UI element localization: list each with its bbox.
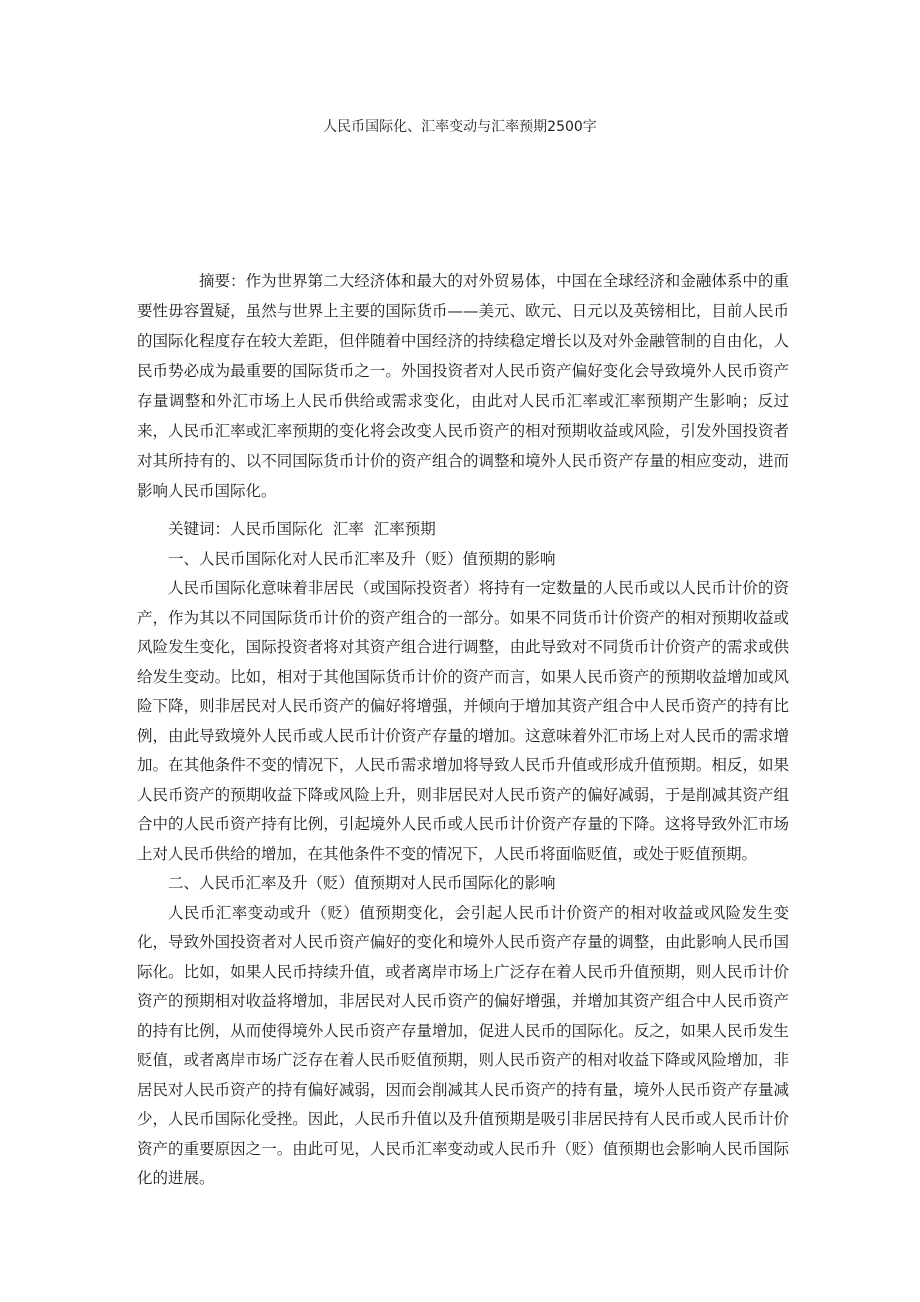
section-1-paragraph: 人民币国际化意味着非居民（或国际投资者）将持有一定数量的人民币或以人民币计价的资产，作为其以不同国际货币计价的资产组合的一部分。如果不同货币计价资产的相对预期收益或风险发生变化，国际投资者将对其资产组合进行调整，由此导致对不同货币计价资产的需求或供给发生变动。比如，相对于其他国际货币计价的资产而言，如果人民币资产的预期收益增加或风险下降，则非居民对人民币资产的偏好将增强，并倾向于增加其资产组合中人民币资产的持有比例，由此导致境外人民币或人民币计价资产存量的增加。这意味着外汇市场上对人民币的需求增加。在其他条件不变的情况下，人民币需求增加将导致人民币升值或形成升值预期。相反，如果人民币资产的预期收益下降或风险上升，则非居民对人民币资产的偏好减弱，于是削减其资产组合中的人民币资产持有比例，引起境外人民币或人民币计价资产存量的下降。这将导致外汇市场上对人民币供给的增加，在其他条件不变的情况下，人民币将面临贬值，或处于贬值预期。 [137,579,789,863]
document-title: 人民币国际化、汇率变动与汇率预期2500字 [323,119,597,135]
abstract-block [137,266,789,506]
main-content [137,515,789,1194]
keywords-line: 关键词：人民币国际化 汇率 汇率预期 [168,520,436,538]
abstract-paragraph: 摘要：作为世界第二大经济体和最大的对外贸易体，中国在全球经济和金融体系中的重要性毋容置疑，虽然与世界上主要的国际货币——美元、欧元、日元以及英镑相比，目前人民币的国际化程度存在较大差距，但伴随着中国经济的持续稳定增长以及对外金融管制的自由化，人民币势必成为最重要的国际货币之一。外国投资者对人民币资产偏好变化会导致境外人民币资产存量调整和外汇市场上人民币供给或需求变化，由此对人民币汇率或汇率预期产生影响；反过来，人民币汇率或汇率预期的变化将会改变人民币资产的相对预期收益或风险，引发外国投资者对其所持有的、以不同国际货币计价的资产组合的调整和境外人民币资产存量的相应变动，进而影响人民币国际化。 [137,272,789,500]
section-2-paragraph: 人民币汇率变动或升（贬）值预期变化，会引起人民币计价资产的相对收益或风险发生变化，导致外国投资者对人民币资产偏好的变化和境外人民币资产存量的调整，由此影响人民币国际化。比如，如果人民币持续升值，或者离岸市场上广泛存在着人民币升值预期，则人民币计价资产的预期相对收益将增加，非居民对人民币资产的偏好增强，并增加其资产组合中人民币资产的持有比例，从而使得境外人民币资产存量增加，促进人民币的国际化。反之，如果人民币发生贬值，或者离岸市场广泛存在着人民币贬值预期，则人民币资产的相对收益下降或风险增加，非居民对人民币资产的持有偏好减弱，因而会削减其人民币资产的持有量，境外人民币资产存量减少，人民币国际化受挫。因此，人民币升值以及升值预期是吸引非居民持有人民币或人民币计价资产的重要原因之一。由此可见，人民币汇率变动或人民币升（贬）值预期也会影响人民币国际化的进展。 [137,903,789,1187]
section-1-heading: 一、人民币国际化对人民币汇率及升（贬）值预期的影响 [168,549,556,568]
section-2-heading: 二、人民币汇率及升（贬）值预期对人民币国际化的影响 [168,874,556,892]
